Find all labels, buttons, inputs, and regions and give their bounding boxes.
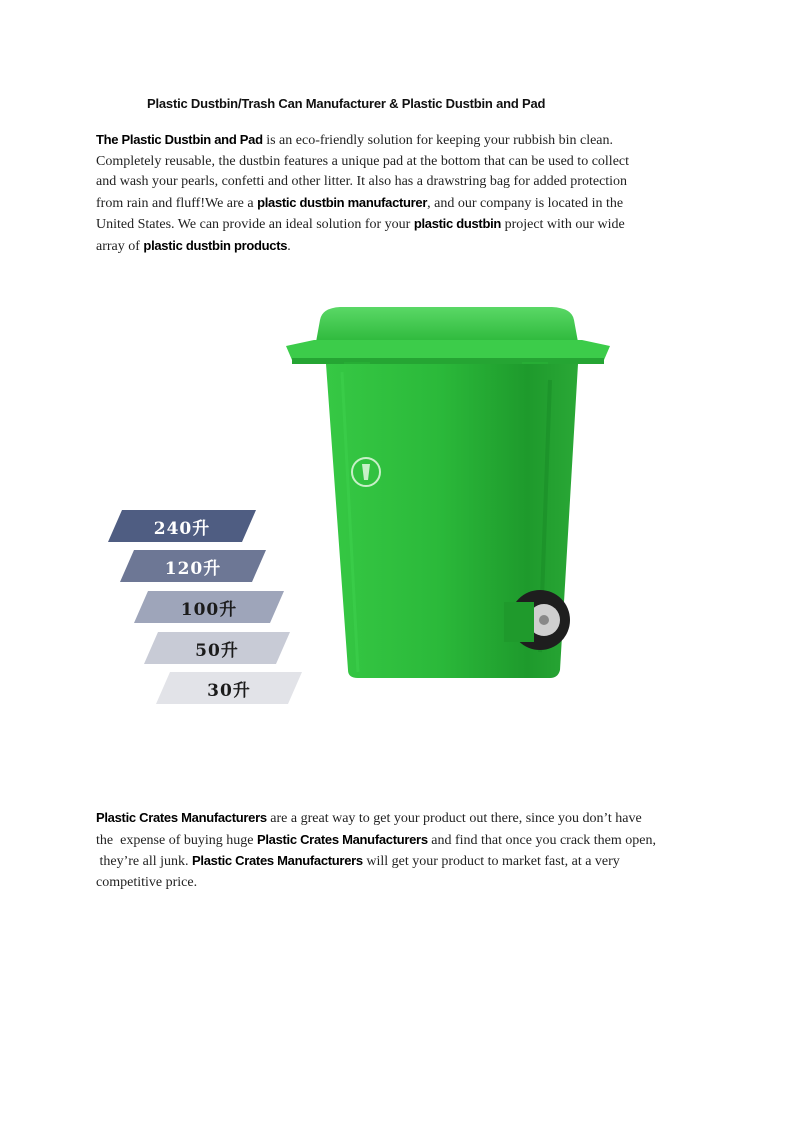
intro-text: project with our wide <box>501 217 625 233</box>
closing-line-4: competitive price. <box>96 874 198 890</box>
intro-line-3: and wash your pearls, confetti and other litter. It also has a drawstring bag for added protection <box>96 174 628 190</box>
keyword-plastic-dustbin: plastic dustbin <box>413 216 502 232</box>
lid-rim <box>286 340 610 360</box>
keyword-plastic-dustbin-manufacturer: plastic dustbin manufacturer <box>257 194 428 210</box>
keyword-plastic-crates-manufacturers: Plastic Crates Manufacturers <box>256 831 428 847</box>
intro-text: from rain and fluff!We are a <box>96 195 258 211</box>
closing-text: are a great way to get your product out there, since you don’t have <box>266 811 642 826</box>
capacity-label: 240升 <box>153 518 211 539</box>
capacity-tag-120 <box>120 550 266 582</box>
lid-rim-shadow <box>292 358 604 364</box>
keyword-plastic-dustbin-and-pad: The Plastic Dustbin and Pad <box>96 132 263 147</box>
closing-text: and find that once you crack them open, <box>427 832 656 848</box>
page-title: Plastic Dustbin/Trash Can Manufacturer & Plastic Dustbin and Pad <box>147 96 546 111</box>
intro-line-5 <box>96 214 706 236</box>
intro-text: . <box>287 238 291 254</box>
intro-text: is an eco-friendly solution for keeping your rubbish bin clean. <box>262 133 614 148</box>
lid-top <box>316 307 578 342</box>
capacity-tag-240 <box>108 510 256 542</box>
capacity-label: 30升 <box>207 680 251 701</box>
capacity-tag-30 <box>156 672 302 704</box>
axle-bracket <box>504 602 534 642</box>
capacity-tag-100 <box>134 591 284 623</box>
capacity-label: 50升 <box>195 640 239 661</box>
intro-text: array of <box>96 238 144 254</box>
intro-line-2: Completely reusable, the dustbin features a unique pad at the bottom that can be used to collect <box>96 153 630 169</box>
closing-line-1 <box>96 808 706 830</box>
closing-line-3 <box>96 851 706 873</box>
closing-text: the expense of buying huge <box>96 832 257 848</box>
closing-line-2 <box>96 830 706 852</box>
intro-paragraph <box>96 130 706 258</box>
intro-line-4 <box>96 193 706 215</box>
keyword-plastic-crates-manufacturers: Plastic Crates Manufacturers <box>192 853 363 869</box>
intro-line-1 <box>96 130 706 152</box>
keyword-plastic-crates-manufacturers: Plastic Crates Manufacturers <box>96 810 267 825</box>
intro-text: United States. We can provide an ideal solution for your <box>96 217 414 233</box>
intro-text: , and our company is located in the <box>427 195 624 211</box>
closing-text: will get your product to market fast, at a very <box>362 854 620 870</box>
capacity-label: 100升 <box>180 599 238 620</box>
intro-line-6 <box>96 236 706 258</box>
capacity-tag-50 <box>144 632 290 664</box>
keyword-plastic-dustbin-products: plastic dustbin products <box>143 237 288 253</box>
green-dustbin-illustration <box>282 302 624 712</box>
wheel-hub-center <box>539 615 549 625</box>
product-image <box>96 296 624 716</box>
closing-text: they’re all junk. <box>96 854 193 870</box>
capacity-label: 120升 <box>164 558 222 579</box>
closing-paragraph <box>96 808 706 893</box>
